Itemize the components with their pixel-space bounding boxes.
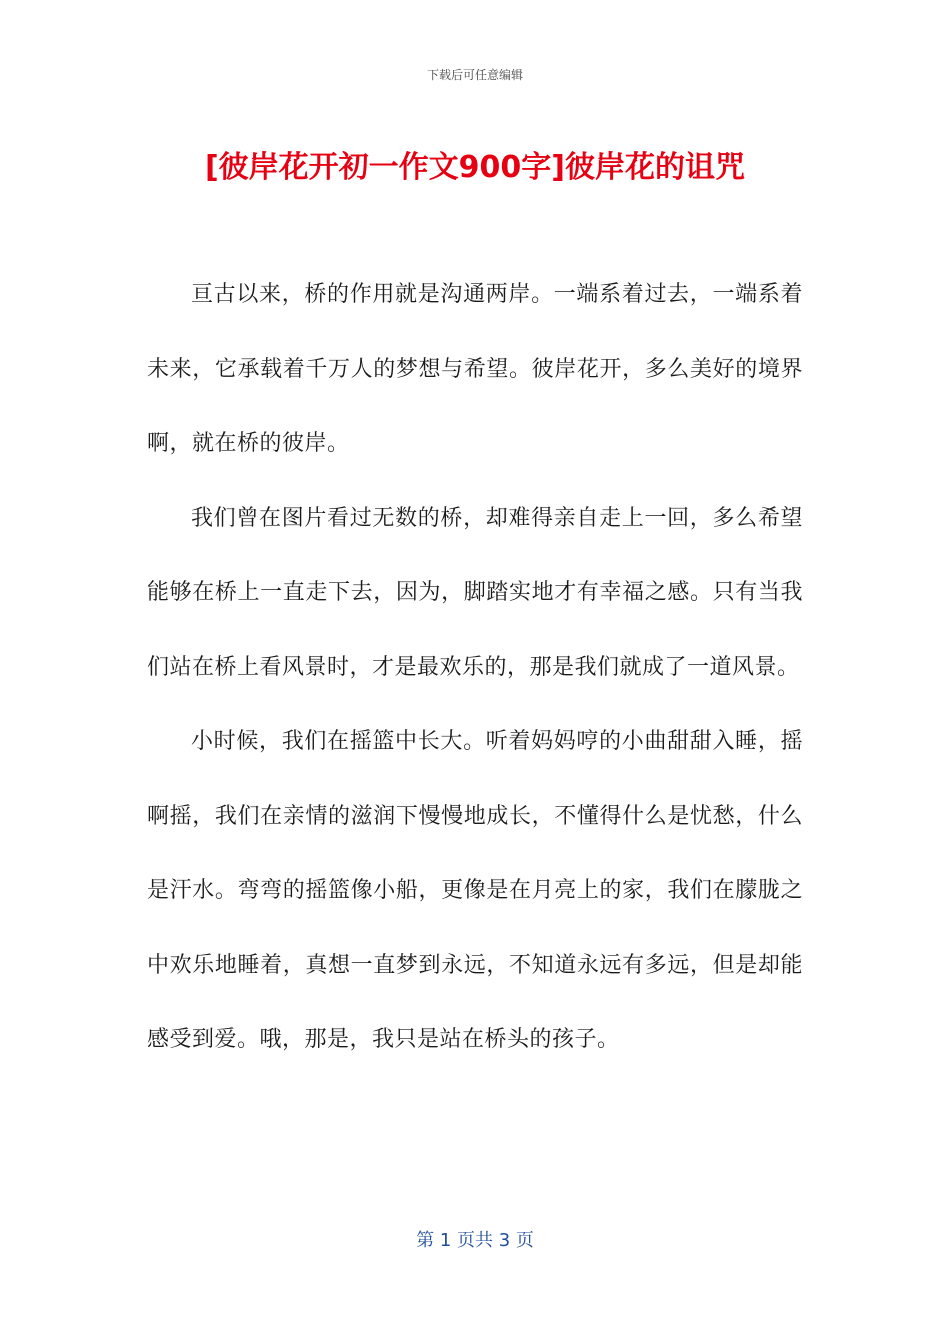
document-body xyxy=(147,258,803,1078)
page-header-note: 下载后可任意编辑 xyxy=(426,68,523,82)
paragraph-3: 小时候，我们在摇篮中长大。听着妈妈哼的小曲甜甜入睡，摇啊摇，我们在亲情的滋润下慢慢地成长，不懂得什么是忧愁，什么是汗水。弯弯的摇篮像小船，更像是在月亮上的家，我们在朦胧之中欢乐地睡着，真想一直梦到永远，不知道永远有多远，但是却能感受到爱。哦，那是，我只是站在桥头的孩子。 xyxy=(147,729,803,1052)
paragraph-1: 亘古以来，桥的作用就是沟通两岸。一端系着过去，一端系着未来，它承载着千万人的梦想与希望。彼岸花开，多么美好的境界啊，就在桥的彼岸。 xyxy=(147,282,803,456)
paragraph-2: 我们曾在图片看过无数的桥，却难得亲自走上一回，多么希望能够在桥上一直走下去，因为，脚踏实地才有幸福之感。只有当我们站在桥上看风景时，才是最欢乐的，那是我们就成了一道风景。 xyxy=(147,505,803,680)
document-title: [彼岸花开初一作文900字]彼岸花的诅咒 xyxy=(204,150,746,185)
page-number-footer: 第 1 页共 3 页 xyxy=(416,1230,534,1251)
